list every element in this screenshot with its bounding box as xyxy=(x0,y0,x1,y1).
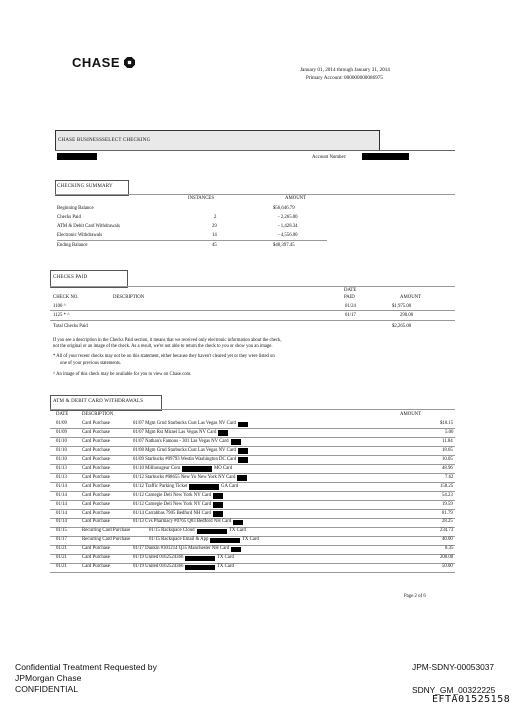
atm-detail: 01/12 Carnegie Deli New York NY Card xyxy=(133,501,212,507)
redacted-card xyxy=(197,529,227,535)
atm-detail-suffix: GA Card xyxy=(221,483,239,489)
atm-type: Card Purchase xyxy=(82,492,110,498)
atm-header-amount: AMOUNT xyxy=(400,412,422,417)
summary-label: Ending Balance xyxy=(57,243,88,248)
redacted-card xyxy=(218,430,228,436)
atm-detail-suffix: TX Card xyxy=(217,564,234,570)
atm-amount: 158.25 xyxy=(440,483,454,489)
atm-detail: 01/09 Starbucks #09793 Westin Washington DC Card xyxy=(133,456,237,462)
atm-detail: 01/13 Cvs Pharmacy #0765 Q03 Bedford NH Card xyxy=(133,519,232,525)
atm-amount: 7.62 xyxy=(445,474,454,480)
atm-detail-suffix: TX Card xyxy=(229,528,246,534)
summary-amount: - 1,428.34 xyxy=(278,224,298,229)
summary-amount: $56,646.79 xyxy=(273,206,295,211)
atm-date: 01/13 xyxy=(56,465,67,471)
summary-header-amount: AMOUNT xyxy=(285,196,307,201)
atm-amount: 54.23 xyxy=(442,492,453,498)
logo-text: CHASE xyxy=(72,55,121,70)
primary-account: Primary Account: 000000000086975 xyxy=(306,75,383,81)
divider xyxy=(50,437,455,438)
footer-confidential-3: CONFIDENTIAL xyxy=(15,684,79,694)
divider xyxy=(50,545,455,546)
summary-label: Electronic Withdrawals xyxy=(57,233,103,238)
redacted-card xyxy=(238,448,248,454)
redacted-account-number xyxy=(362,153,409,160)
atm-type: Card Purchase xyxy=(82,465,110,471)
divider xyxy=(50,491,455,492)
chase-logo xyxy=(72,55,135,70)
atm-date: 01/21 xyxy=(56,564,67,570)
checks-note-1: If you see a description in the Checks Paid section, it means that we received only electronic information about the check, xyxy=(53,338,282,343)
divider xyxy=(55,150,455,151)
divider xyxy=(50,464,455,465)
atm-date: 01/09 xyxy=(56,429,67,435)
atm-type: Card Purchase xyxy=(82,501,110,507)
summary-instances: 45 xyxy=(212,243,217,248)
atm-detail: 01/15 Rackspace Email & App xyxy=(149,537,209,543)
atm-date: 01/14 xyxy=(56,483,67,489)
atm-detail: 01/17 Dunkin #301214 Q35 Manchester NH Card xyxy=(133,546,230,552)
atm-type: Card Purchase xyxy=(82,555,110,561)
redacted-card xyxy=(210,538,240,544)
atm-detail: 01/07 Mgm Grnd Starbucks Cust Las Vegas NV Card xyxy=(133,421,236,426)
atm-detail: 01/19 United 0162524366 xyxy=(133,564,184,570)
divider xyxy=(50,509,455,510)
divider xyxy=(50,428,455,429)
atm-amount: 48.96 xyxy=(442,465,453,471)
atm-detail: 01/08 Mgm Grnd Starbucks Cust Las Vegas NV Card xyxy=(133,447,236,453)
atm-date: 01/15 xyxy=(56,528,67,534)
atm-type: Card Purchase xyxy=(82,447,110,453)
atm-date: 01/14 xyxy=(56,492,67,498)
checks-header-paid: PAID xyxy=(344,295,355,300)
divider xyxy=(50,554,455,555)
atm-detail: 01/19 United 0162524366 xyxy=(133,555,184,561)
atm-detail: 01/12 Carnegie Deli New York NY Card xyxy=(133,492,212,498)
checks-header-amount: AMOUNT xyxy=(400,295,422,300)
atm-amount: 200.00 xyxy=(440,555,454,561)
divider xyxy=(57,240,327,241)
atm-detail-suffix: TX Card xyxy=(217,555,234,561)
check-amount: $1,975.00 xyxy=(392,304,412,309)
atm-detail: 01/07 Mgm Rst Mirael Las Vegas NV Card xyxy=(133,429,217,435)
summary-label: ATM & Debit Card Withdrawals xyxy=(57,224,120,229)
atm-type: Card Purchase xyxy=(82,564,110,570)
checks-note-2: not the original or an image of the check. As a result, we're not able to return the check to you or show you an image. xyxy=(53,344,273,349)
redacted-card xyxy=(213,511,223,517)
atm-date: 01/14 xyxy=(56,501,67,507)
atm-detail: 01/15 Rackspace Cloud xyxy=(149,528,195,534)
atm-date: 01/14 xyxy=(56,510,67,516)
redacted-card xyxy=(231,547,241,553)
summary-instances: 29 xyxy=(212,224,217,229)
divider xyxy=(50,446,455,447)
redacted-card xyxy=(238,457,248,463)
footer-confidential-2: JPMorgan Chase xyxy=(15,673,82,683)
divider xyxy=(50,473,455,474)
redacted-card xyxy=(237,475,247,481)
check-number: 1125 * ^ xyxy=(53,313,70,318)
summary-amount: - 2,265.00 xyxy=(278,215,298,220)
atm-type: Card Purchase xyxy=(82,474,110,480)
checks-paid-title: CHECKS PAID xyxy=(53,275,88,280)
divider xyxy=(55,194,455,195)
redacted-card xyxy=(189,484,219,490)
atm-date: 01/10 xyxy=(56,447,67,453)
checks-note-5: ^ An image of this check may be available for you to view on Chase.com. xyxy=(53,372,192,377)
atm-amount: 40.00 xyxy=(442,537,453,543)
atm-date: 01/09 xyxy=(56,421,67,426)
atm-detail: 01/12 Starbucks #08655 New Yo New York NY Card xyxy=(133,474,236,480)
redacted-card xyxy=(182,466,212,472)
divider xyxy=(50,500,455,501)
footer-bates-3: EFTA01525158 xyxy=(432,694,511,705)
check-amount: 290.00 xyxy=(400,313,414,318)
chase-octagon-icon xyxy=(124,57,135,68)
checks-note-4: one of your previous statements. xyxy=(60,361,122,366)
footer-confidential-1: Confidential Treatment Requested by xyxy=(15,662,157,672)
summary-instances: 14 xyxy=(212,233,217,238)
summary-label: Beginning Balance xyxy=(57,206,94,211)
account-title: CHASE BUSINESSSELECT CHECKING xyxy=(58,138,151,143)
atm-header-date: DATE xyxy=(56,412,69,417)
atm-detail: 01/07 Nathan's Famous - 301 Las Vegas NV Card xyxy=(133,438,229,444)
atm-header-description: DESCRIPTION xyxy=(82,412,114,417)
atm-detail: 01/10 Millionsgear Com xyxy=(133,465,181,471)
summary-instances: 2 xyxy=(214,215,217,220)
check-date: 01/24 xyxy=(345,304,356,309)
check-number: 1100 ^ xyxy=(53,304,66,309)
checks-note-3: * All of your recent checks may not be on this statement, either because they haven't cleared yet or they were listed on xyxy=(53,354,275,359)
divider xyxy=(50,482,455,483)
atm-type: Recurring Card Purchase xyxy=(82,528,131,534)
checking-summary-title: CHECKING SUMMARY xyxy=(57,184,113,189)
check-date: 01/17 xyxy=(345,313,356,318)
redacted-card xyxy=(185,556,215,562)
atm-amount: 234.73 xyxy=(440,528,454,534)
atm-type: Card Purchase xyxy=(82,546,110,552)
atm-type: Card Purchase xyxy=(82,438,110,444)
atm-amount: 18.65 xyxy=(442,447,453,453)
atm-date: 01/17 xyxy=(56,537,67,543)
divider xyxy=(50,286,455,287)
footer-bates-2: SDNY_GM_00322225 xyxy=(412,685,496,695)
redacted-card xyxy=(185,565,215,571)
atm-date: 01/13 xyxy=(56,474,67,480)
divider xyxy=(50,310,455,311)
atm-date: 01/21 xyxy=(56,546,67,552)
divider xyxy=(50,563,455,564)
atm-type: Card Purchase xyxy=(82,429,110,435)
page-number: Page 2 of 6 xyxy=(404,594,426,599)
atm-type: Card Purchase xyxy=(82,519,110,525)
atm-date: 01/10 xyxy=(56,456,67,462)
atm-amount: 28.25 xyxy=(442,519,453,525)
atm-amount: 11.84 xyxy=(442,438,453,444)
atm-type: Card Purchase xyxy=(82,483,110,489)
divider xyxy=(50,518,455,519)
atm-detail-suffix: MO Card xyxy=(214,465,233,471)
statement-period-block xyxy=(300,66,390,82)
checks-total-label: Total Checks Paid xyxy=(53,324,88,329)
summary-label: Checks Paid xyxy=(57,215,81,220)
atm-type: Card Purchase xyxy=(82,456,110,462)
atm-amount: 5.00 xyxy=(445,429,454,435)
atm-detail: 01/14 Carrabbas 7905 Bedford NH Card xyxy=(133,510,211,516)
atm-amount: $10.15 xyxy=(440,421,454,426)
redacted-name xyxy=(57,153,97,160)
atm-amount: 19.59 xyxy=(442,501,453,507)
redacted-card xyxy=(213,502,223,508)
atm-date: 01/21 xyxy=(56,555,67,561)
atm-type: Card Purchase xyxy=(82,421,110,426)
atm-amount: 8.35 xyxy=(445,546,454,552)
summary-amount: - 4,556.00 xyxy=(278,233,298,238)
atm-amount: 81.79 xyxy=(442,510,453,516)
redacted-card xyxy=(238,422,248,428)
divider xyxy=(50,409,455,410)
redacted-card xyxy=(231,439,241,445)
checks-total-amount: $2,265.00 xyxy=(392,324,412,329)
summary-header-instances: INSTANCES xyxy=(188,196,215,201)
atm-detail: 01/12 Traffic Parking Ticket xyxy=(133,483,188,489)
account-number-label: Account Number: xyxy=(312,155,347,160)
atm-date: 01/10 xyxy=(56,438,67,444)
atm-type: Card Purchase xyxy=(82,510,110,516)
statement-period: January 01, 2014 through January 31, 2014 xyxy=(300,67,390,73)
divider xyxy=(50,572,455,573)
atm-amount: 10.05 xyxy=(442,456,453,462)
checks-header-date: DATE xyxy=(344,288,357,293)
divider xyxy=(50,455,455,456)
atm-detail-suffix: TX Card xyxy=(242,537,259,543)
checks-header-check-no: CHECK NO. xyxy=(53,295,79,300)
atm-type: Recurring Card Purchase xyxy=(82,537,131,543)
redacted-card xyxy=(233,520,243,526)
divider xyxy=(50,320,455,321)
checks-header-description: DESCRIPTION xyxy=(113,295,145,300)
atm-date: 01/14 xyxy=(56,519,67,525)
footer-left xyxy=(15,662,157,695)
atm-debit-title: ATM & DEBIT CARD WITHDRAWALS xyxy=(53,399,144,404)
summary-amount: $48,397.45 xyxy=(273,243,295,248)
atm-amount: 50.00 xyxy=(442,564,453,570)
footer-bates-1: JPM-SDNY-00053037 xyxy=(412,662,495,672)
redacted-card xyxy=(213,493,223,499)
